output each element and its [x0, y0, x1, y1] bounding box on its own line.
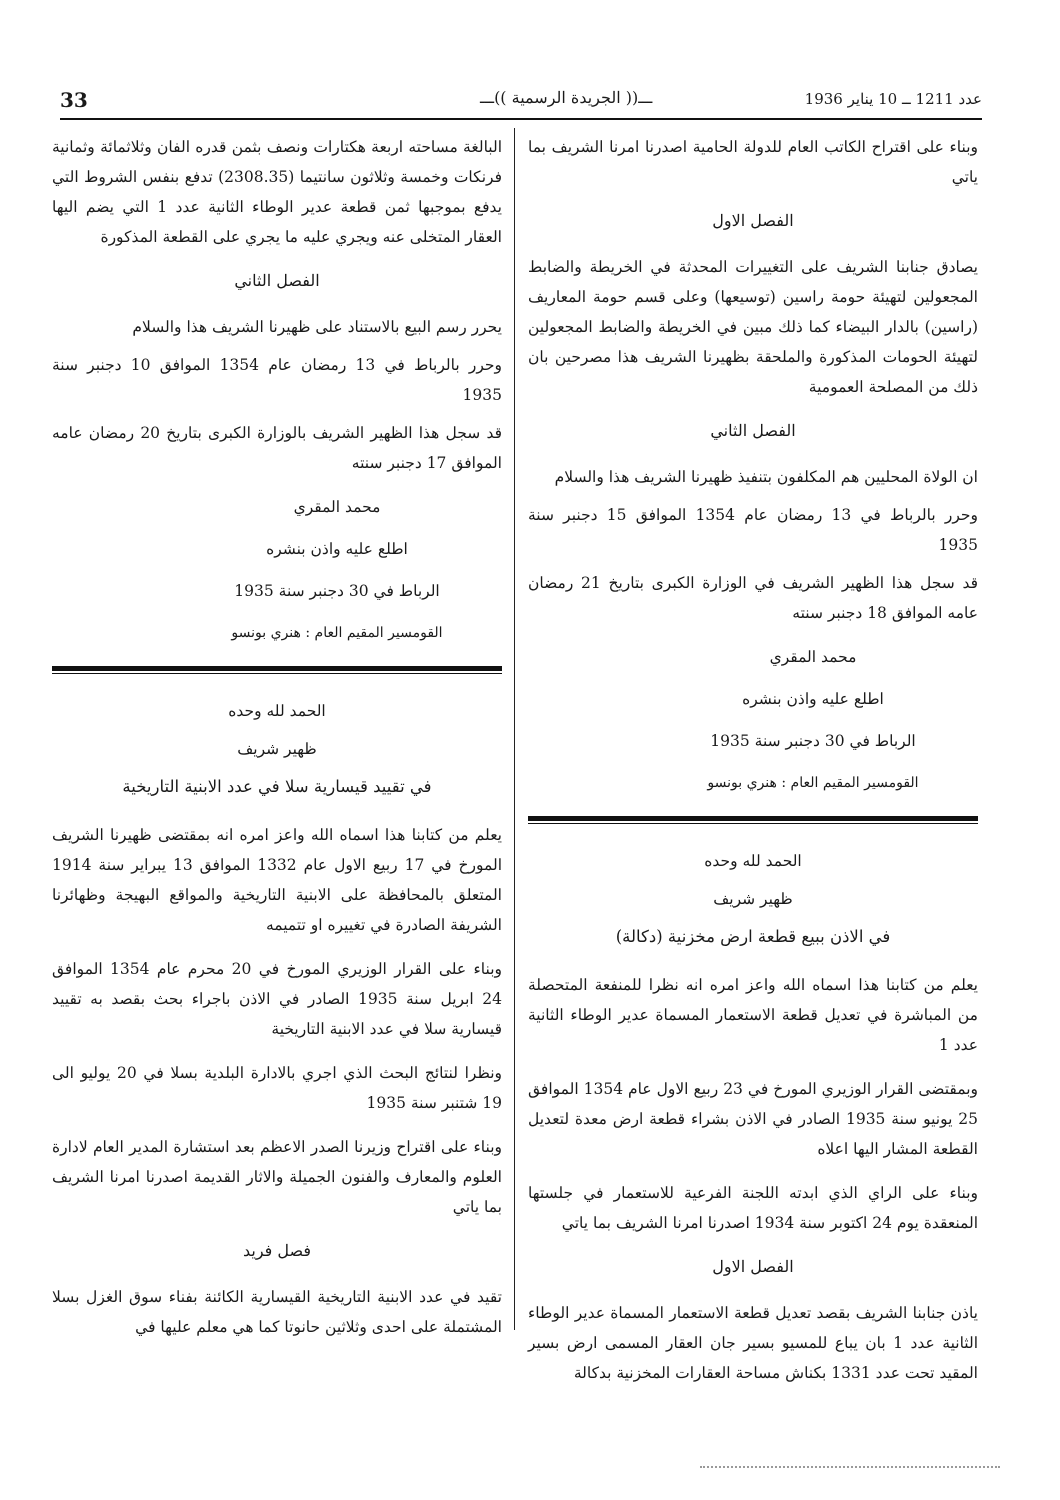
registration-note: قد سجل هذا الظهير الشريف بالوزارة الكبرى بتاريخ 20 رمضان عامه الموافق 17 دجنبر سنته — [52, 424, 502, 472]
dahir-paragraph: وبمقتضى القرار الوزيري المورخ في 23 ربيع الاول عام 1354 الموافق 25 يونيو سنة 1935 الصادر في الاذن بشراء قطعة ارض معدة لتعديل القطعة المشار اليها اعلاه — [528, 1080, 978, 1158]
chapter-heading: الفصل الثاني — [234, 271, 320, 290]
dahir-paragraph: وبناء على الراي الذي ابدته اللجنة الفرعية للاستعمار في جلستها المنعقدة يوم 24 اكتوبر سنة 1934 اصدرنا امرنا الشريف بما ياتي — [528, 1184, 978, 1232]
seen-line: اطلع عليه واذن بنشره — [266, 540, 408, 558]
seen-line: اطلع عليه واذن بنشره — [742, 690, 884, 708]
dahir-paragraph: وبناء على القرار الوزيري المورخ في 20 محرم عام 1354 الموافق 24 ابريل سنة 1935 الصادر في الاذن باجراء بحث بقصد به تقييد قيسارية سلا في عدد الابنية التاريخية — [52, 960, 502, 1038]
continued-paragraph: البالغة مساحته اربعة هكتارات ونصف بثمن قدره الفان وثلاثمائة وثمانية فرنكات وخمسة وثلاثون سانتيما (2308.35) تدفع بنفس الشروط التي يدفع بموجبها ثمن قطعة عدير الوطاء الثانية عدد 1 التي يضم اليها العقار المتخلى عنه ويجري عليه ما يجري على القطعة المذكورة — [52, 138, 502, 246]
page-number: 33 — [60, 88, 88, 112]
intro-paragraph: وبناء على اقتراح الكاتب العام للدولة الحامية اصدرنا امرنا الشريف بما ياتي — [528, 138, 978, 186]
chapter-heading: الفصل الاول — [712, 211, 794, 230]
dahir-title: ظهير شريف — [713, 890, 793, 908]
resident-general: القومسير المقيم العام : هنري بونسو — [707, 775, 919, 791]
done-at-line: وحرر بالرباط في 13 رمضان عام 1354 الموافق 15 دجنبر سنة 1935 — [528, 506, 978, 554]
chapter-heading: فصل فريد — [242, 1241, 312, 1260]
chapter-heading: الفصل الاول — [712, 1257, 794, 1276]
left-column — [52, 132, 502, 1356]
chapter-text: ياذن جنابنا الشريف بقصد تعديل قطعة الاستعمار المسماة عدير الوطاء الثانية عدد 1 بان يباع للمسيو بسير جان العقار المسمى ارض بسير المقيد تحت عدد 1331 بكناش مساحة العقارات المخزنية بدكالة — [528, 1304, 979, 1382]
section-rule — [52, 666, 502, 674]
section-rule — [528, 816, 978, 824]
dahir-paragraph: وبناء على اقتراح وزيرنا الصدر الاعظم بعد استشارة المدير العام لادارة العلوم والمعارف والفنون الجميلة والاثار القديمة اصدرنا امرنا الشريف بما ياتي — [52, 1138, 502, 1216]
chapter-text: يحرر رسم البيع بالاستناد على ظهيرنا الشريف هذا والسلام — [132, 318, 502, 336]
dahir-subject: في تقييد قيسارية سلا في عدد الابنية التاريخية — [122, 777, 432, 796]
dahir-subject: في الاذن ببيع قطعة ارض مخزنية (دكالة) — [615, 927, 891, 946]
issue-info: عدد 1211 ــ 10 يناير 1936 — [804, 90, 982, 108]
praise-line: الحمد لله وحده — [704, 852, 802, 870]
signatory: محمد المقري — [293, 498, 381, 516]
dahir-paragraph: ونظرا لنتائج البحث الذي اجري بالادارة البلدية بسلا في 20 يوليو الى 19 شتنبر سنة 1935 — [52, 1064, 502, 1112]
registration-note: قد سجل هذا الظهير الشريف في الوزارة الكبرى بتاريخ 21 رمضان عامه الموافق 18 دجنبر سنته — [528, 574, 978, 622]
rabat-date: الرباط في 30 دجنبر سنة 1935 — [234, 582, 440, 600]
page-header — [60, 88, 982, 120]
gazette-title: ـــ(( الجريدة الرسمية ))ـــ — [480, 88, 653, 107]
chapter-text: ان الولاة المحليين هم المكلفون بتنفيذ ظهيرنا الشريف هذا والسلام — [554, 468, 978, 486]
dahir-paragraph: يعلم من كتابنا هذا اسماه الله واعز امره انه بمقتضى ظهيرنا الشريف المورخ في 17 ربيع الاول عام 1332 الموافق 13 يبراير سنة 1914 المتعلق بالمحافظة على الابنية التاريخية والمواقع البهيجة وظهائرنا الشريفة الصادرة في تغييره او تتميمه — [52, 826, 502, 934]
chapter-text: يصادق جنابنا الشريف على التغييرات المحدثة في الخريطة والضابط المجعولين لتهيئة حومة راسين (توسيعها) وعلى قسم حومة المعاريف (راسين) بالدار البيضاء كما ذلك مبين في الخريطة والضابط المجعولين لتهيئة الحومات المذكورة والملحقة بظهيرنا الشريف هذا مصرحين بان ذلك من المصلحة العمومية — [528, 258, 978, 396]
signatory: محمد المقري — [769, 648, 857, 666]
right-column — [528, 132, 978, 1402]
dahir-paragraph: يعلم من كتابنا هذا اسماه الله واعز امره انه نظرا للمنفعة المتحصلة من المباشرة في تعديل قطعة الاستعمار المسماة عدير الوطاء الثانية عدد 1 — [528, 976, 978, 1054]
resident-general: القومسير المقيم العام : هنري بونسو — [231, 625, 443, 641]
column-divider — [514, 128, 515, 1330]
dahir-title: ظهير شريف — [237, 740, 317, 758]
chapter-heading: الفصل الثاني — [710, 421, 796, 440]
done-at-line: وحرر بالرباط في 13 رمضان عام 1354 الموافق 10 دجنبر سنة 1935 — [52, 356, 502, 404]
chapter-text: تقيد في عدد الابنية التاريخية القيسارية الكائنة بفناء سوق الغزل بسلا المشتملة على احدى وثلاثين حانوتا كما هي معلم عليها في — [52, 1288, 502, 1336]
footer-dotted-line — [700, 1466, 1000, 1470]
rabat-date: الرباط في 30 دجنبر سنة 1935 — [710, 732, 916, 750]
praise-line: الحمد لله وحده — [228, 702, 326, 720]
